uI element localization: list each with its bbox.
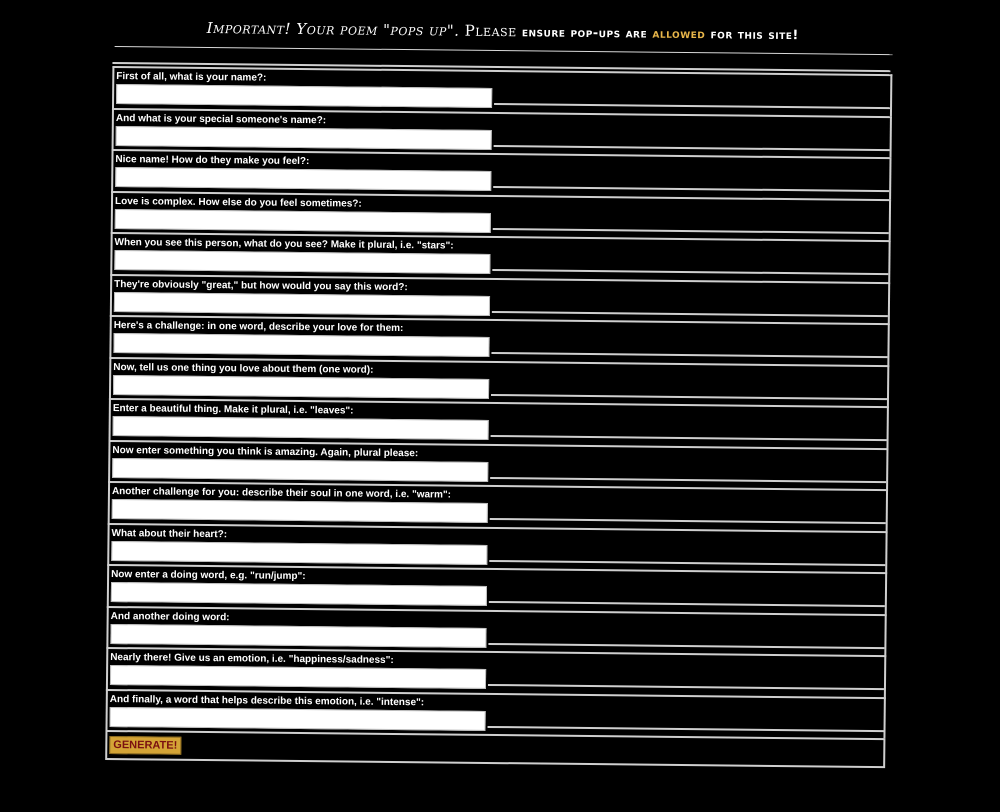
question-label: When you see this person, what do you see? Make it plural, i.e. "stars": bbox=[114, 237, 454, 252]
notice-part-4: for this site! bbox=[710, 27, 799, 44]
row-divider bbox=[488, 642, 884, 648]
question-label: Nearly there! Give us an emotion, i.e. "happiness/sadness": bbox=[110, 652, 394, 666]
generate-button[interactable]: GENERATE! bbox=[109, 736, 181, 755]
question-label: They're obviously "great," but how would you say this word?: bbox=[114, 278, 408, 293]
answer-input[interactable] bbox=[111, 541, 487, 565]
answer-input[interactable] bbox=[110, 624, 486, 648]
row-divider bbox=[491, 352, 887, 358]
answer-input[interactable] bbox=[112, 499, 488, 523]
row-divider bbox=[488, 725, 884, 731]
question-label: Now enter something you think is amazing. Again, plural please: bbox=[112, 444, 419, 459]
question-list bbox=[105, 66, 892, 768]
question-label: Now, tell us one thing you love about them (one word): bbox=[113, 361, 374, 376]
answer-input[interactable] bbox=[115, 167, 491, 191]
answer-input[interactable] bbox=[110, 707, 486, 731]
row-divider bbox=[490, 518, 886, 524]
question-label: Another challenge for you: describe their soul in one word, i.e. "warm": bbox=[111, 486, 452, 501]
question-label: What about their heart?: bbox=[111, 527, 228, 540]
row-divider bbox=[490, 476, 886, 482]
row-divider bbox=[494, 103, 890, 109]
answer-input[interactable] bbox=[115, 209, 491, 233]
row-divider bbox=[492, 310, 888, 316]
answer-input[interactable] bbox=[113, 416, 489, 440]
question-label: First of all, what is your name?: bbox=[116, 71, 267, 84]
question-label: And finally, a word that helps describe this emotion, i.e. "intense": bbox=[109, 693, 425, 708]
row-divider bbox=[491, 435, 887, 441]
row-divider bbox=[488, 684, 884, 690]
question-label: Enter a beautiful thing. Make it plural, i.e. "leaves": bbox=[112, 403, 354, 417]
answer-input[interactable] bbox=[114, 292, 490, 316]
answer-input[interactable] bbox=[111, 582, 487, 606]
answer-input[interactable] bbox=[113, 375, 489, 399]
row-divider bbox=[493, 227, 889, 233]
row-divider bbox=[494, 144, 890, 150]
question-label: And another doing word: bbox=[110, 610, 230, 623]
notice-part-1: Important! Your poem "pops up". bbox=[206, 18, 460, 40]
answer-input[interactable] bbox=[114, 250, 490, 274]
row-divider bbox=[489, 559, 885, 565]
question-label: Now enter a doing word, e.g. "run/jump": bbox=[111, 569, 306, 583]
answer-input[interactable] bbox=[112, 458, 488, 482]
question-label: Love is complex. How else do you feel sometimes?: bbox=[114, 195, 362, 210]
answer-input[interactable] bbox=[113, 333, 489, 357]
question-label: Nice name! How do they make you feel?: bbox=[115, 154, 310, 168]
notice-part-3: ensure pop-ups are bbox=[521, 25, 648, 42]
row-divider bbox=[491, 393, 887, 399]
popup-notice bbox=[113, 12, 893, 50]
answer-input[interactable] bbox=[116, 84, 492, 108]
notice-part-2: Please bbox=[464, 21, 517, 41]
question-label: Here's a challenge: in one word, describe your love for them: bbox=[113, 320, 404, 335]
row-divider bbox=[492, 269, 888, 275]
question-label: And what is your special someone's name?: bbox=[115, 112, 327, 126]
answer-input[interactable] bbox=[116, 126, 492, 150]
poem-form bbox=[105, 12, 893, 810]
row-divider bbox=[493, 186, 889, 192]
answer-input[interactable] bbox=[110, 665, 486, 689]
notice-highlight: allowed bbox=[652, 26, 706, 43]
row-divider bbox=[489, 601, 885, 607]
